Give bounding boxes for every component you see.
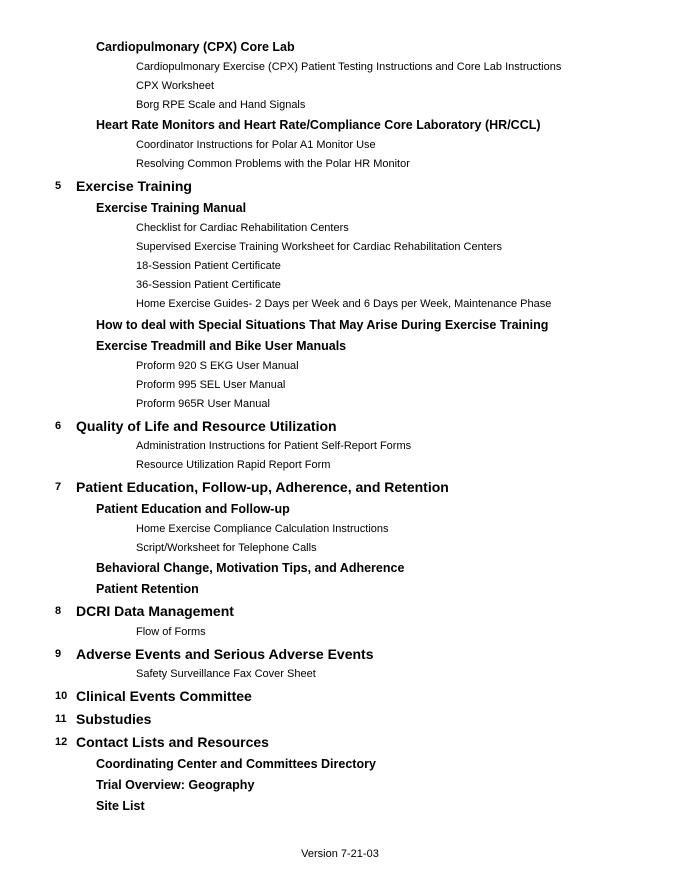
subsection-behavioral-change: Behavioral Change, Motivation Tips, and Adherence bbox=[96, 561, 405, 575]
section-title-data-management: DCRI Data Management bbox=[76, 603, 234, 619]
subsection-hr-ccl: Heart Rate Monitors and Heart Rate/Compliance Core Laboratory (HR/CCL) bbox=[96, 118, 541, 132]
section-title-exercise-training: Exercise Training bbox=[76, 178, 192, 194]
subsection-treadmill-bike-manuals: Exercise Treadmill and Bike User Manuals bbox=[96, 339, 347, 353]
section-title-adverse-events: Adverse Events and Serious Adverse Events bbox=[76, 646, 374, 662]
subsection-trial-overview: Trial Overview: Geography bbox=[96, 778, 255, 792]
toc-item: Home Exercise Compliance Calculation Instructions bbox=[136, 523, 389, 535]
subsection-patient-retention: Patient Retention bbox=[96, 582, 199, 596]
toc-item: Borg RPE Scale and Hand Signals bbox=[136, 99, 306, 111]
section-number: 7 bbox=[55, 481, 62, 493]
section-number: 6 bbox=[55, 420, 62, 432]
toc-item: Script/Worksheet for Telephone Calls bbox=[136, 542, 317, 554]
subsection-patient-education-follow-up: Patient Education and Follow-up bbox=[96, 502, 290, 516]
section-number: 12 bbox=[55, 736, 68, 748]
toc-item: Proform 920 S EKG User Manual bbox=[136, 360, 299, 372]
subsection-cpx-core-lab: Cardiopulmonary (CPX) Core Lab bbox=[96, 40, 295, 54]
section-title-substudies: Substudies bbox=[76, 711, 152, 727]
section-title-patient-education: Patient Education, Follow-up, Adherence, and Retention bbox=[76, 479, 449, 495]
toc-item: 36-Session Patient Certificate bbox=[136, 279, 281, 291]
subsection-special-situations: How to deal with Special Situations That May Arise During Exercise Training bbox=[96, 318, 549, 332]
section-number: 10 bbox=[55, 690, 68, 702]
toc-item: Cardiopulmonary Exercise (CPX) Patient Testing Instructions and Core Lab Instructions bbox=[136, 61, 562, 73]
section-number: 8 bbox=[55, 605, 62, 617]
toc-item: Supervised Exercise Training Worksheet for Cardiac Rehabilitation Centers bbox=[136, 241, 503, 253]
subsection-coordinating-center: Coordinating Center and Committees Directory bbox=[96, 757, 376, 771]
toc-item: Checklist for Cardiac Rehabilitation Centers bbox=[136, 222, 349, 234]
version-footer: Version 7-21-03 bbox=[301, 848, 379, 860]
toc-item: Safety Surveillance Fax Cover Sheet bbox=[136, 668, 316, 680]
subsection-site-list: Site List bbox=[96, 799, 145, 813]
toc-item: Resource Utilization Rapid Report Form bbox=[136, 459, 331, 471]
toc-item: Resolving Common Problems with the Polar HR Monitor bbox=[136, 158, 410, 170]
toc-item: 18-Session Patient Certificate bbox=[136, 260, 281, 272]
toc-item: Administration Instructions for Patient Self-Report Forms bbox=[136, 440, 412, 452]
toc-item: CPX Worksheet bbox=[136, 80, 215, 92]
section-title-contact-lists: Contact Lists and Resources bbox=[76, 734, 269, 750]
subsection-exercise-training-manual: Exercise Training Manual bbox=[96, 201, 247, 215]
section-number: 11 bbox=[55, 713, 67, 725]
section-number: 9 bbox=[55, 648, 62, 660]
toc-item: Proform 995 SEL User Manual bbox=[136, 379, 286, 391]
toc-item: Proform 965R User Manual bbox=[136, 398, 270, 410]
section-number: 5 bbox=[55, 180, 62, 192]
toc-item: Home Exercise Guides- 2 Days per Week and 6 Days per Week, Maintenance Phase bbox=[136, 298, 552, 310]
section-title-quality-of-life: Quality of Life and Resource Utilization bbox=[76, 418, 337, 434]
section-title-clinical-events: Clinical Events Committee bbox=[76, 688, 252, 704]
toc-item: Flow of Forms bbox=[136, 626, 206, 638]
toc-item: Coordinator Instructions for Polar A1 Monitor Use bbox=[136, 139, 376, 151]
